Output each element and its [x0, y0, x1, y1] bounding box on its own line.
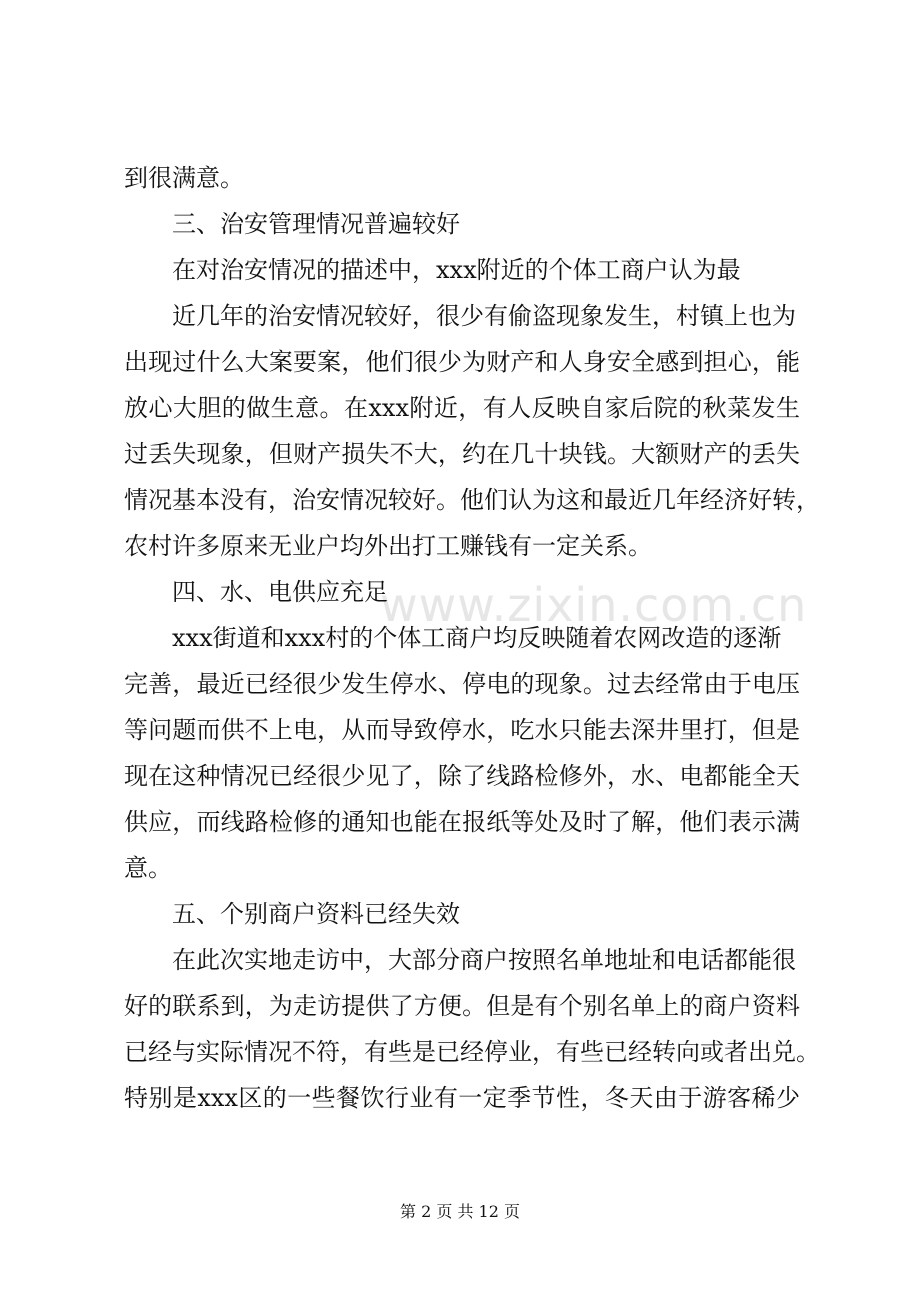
text-line: 意。: [124, 854, 172, 882]
page-footer: 第 2 页 共 12 页: [400, 1202, 520, 1221]
text-line: 出现过什么大案要案，他们很少为财产和人身安全感到担心，能: [124, 348, 800, 376]
text-line: 等问题而供不上电，从而导致停水，吃水只能去深井里打，但是: [124, 716, 800, 744]
text-line: 在对治安情况的描述中，xxx附近的个体工商户认为最: [172, 256, 741, 284]
text-line: 供应，而线路检修的通知也能在报纸等处及时了解，他们表示满: [124, 808, 800, 836]
text-line: 到很满意。: [124, 164, 244, 192]
section-heading: 四、水、电供应充足: [172, 578, 388, 606]
watermark: www.zixin.com.cn: [380, 578, 808, 632]
text-line: 好的联系到，为走访提供了方便。但是有个别名单上的商户资料: [124, 992, 800, 1020]
text-line: 农村许多原来无业户均外出打工赚钱有一定关系。: [124, 532, 652, 560]
text-line: 近几年的治安情况较好，很少有偷盗现象发生，村镇上也为: [172, 302, 796, 330]
text-line: 现在这种情况已经很少见了，除了线路检修外，水、电都能全天: [124, 762, 800, 790]
section-heading: 三、治安管理情况普遍较好: [172, 210, 460, 238]
text-line: 过丢失现象，但财产损失不大，约在几十块钱。大额财产的丢失: [124, 440, 800, 468]
text-line: 特别是xxx区的一些餐饮行业有一定季节性，冬天由于游客稀少: [124, 1084, 800, 1112]
text-line: xxx街道和xxx村的个体工商户均反映随着农网改造的逐渐: [172, 624, 782, 652]
text-line: 放心大胆的做生意。在xxx附近，有人反映自家后院的秋菜发生: [124, 394, 800, 422]
text-line: 完善，最近已经很少发生停水、停电的现象。过去经常由于电压: [124, 670, 800, 698]
text-line: 在此次实地走访中，大部分商户按照名单地址和电话都能很: [172, 946, 796, 974]
section-heading: 五、个别商户资料已经失效: [172, 900, 460, 928]
text-line: 已经与实际情况不符，有些是已经停业，有些已经转向或者出兑。: [124, 1038, 820, 1066]
text-line: 情况基本没有，治安情况较好。他们认为这和最近几年经济好转，: [124, 486, 820, 514]
